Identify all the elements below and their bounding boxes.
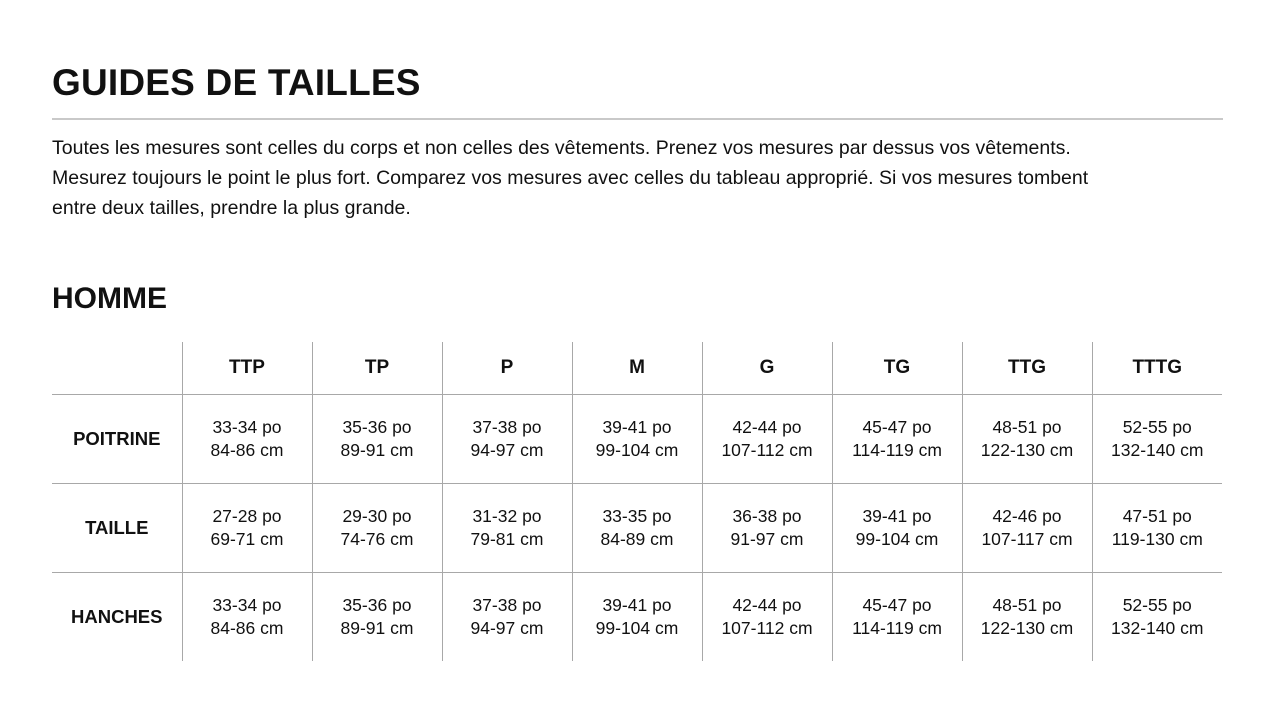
- inches-value: 48-51 po: [992, 417, 1062, 437]
- cm-value: 84-89 cm: [600, 529, 674, 549]
- inches-value: 27-28 po: [212, 506, 282, 526]
- measure-cell: [442, 395, 572, 484]
- cm-value: 74-76 cm: [340, 529, 414, 549]
- inches-value: 48-51 po: [992, 595, 1062, 615]
- cm-value: 79-81 cm: [470, 529, 544, 549]
- measure-cell: [312, 484, 442, 573]
- size-header-row: [52, 342, 1222, 395]
- measure-cell: [312, 573, 442, 662]
- inches-value: 47-51 po: [1122, 506, 1192, 526]
- size-header-ttp: TTP: [182, 342, 312, 395]
- size-header-p: P: [442, 342, 572, 395]
- table-row-hanches: [52, 573, 1222, 662]
- measure-cell: [572, 573, 702, 662]
- cm-value: 114-119 cm: [852, 440, 942, 460]
- cm-value: 107-117 cm: [981, 529, 1073, 549]
- table-row-poitrine: [52, 395, 1222, 484]
- inches-value: 39-41 po: [602, 417, 672, 437]
- row-label-poitrine: POITRINE: [52, 395, 182, 484]
- size-header-m: M: [572, 342, 702, 395]
- inches-value: 39-41 po: [602, 595, 672, 615]
- cm-value: 89-91 cm: [340, 618, 414, 638]
- cm-value: 122-130 cm: [980, 440, 1074, 460]
- intro-line: Mesurez toujours le point le plus fort. Comparez vos mesures avec celles du tableau approprié. Si vos mesures tombent: [52, 167, 1089, 189]
- inches-value: 37-38 po: [472, 417, 542, 437]
- measure-cell: [832, 395, 962, 484]
- inches-value: 29-30 po: [342, 506, 412, 526]
- cm-value: 94-97 cm: [470, 618, 544, 638]
- intro-line: entre deux tailles, prendre la plus grande.: [52, 197, 411, 219]
- measure-cell: [1092, 395, 1222, 484]
- cm-value: 99-104 cm: [595, 440, 679, 460]
- page-title: GUIDES DE TAILLES: [52, 62, 421, 103]
- measure-cell: [442, 484, 572, 573]
- size-chart-table: [52, 342, 1222, 661]
- measure-cell: [572, 395, 702, 484]
- measure-cell: [182, 484, 312, 573]
- cm-value: 94-97 cm: [470, 440, 544, 460]
- measure-cell: [702, 395, 832, 484]
- inches-value: 42-44 po: [732, 595, 802, 615]
- measure-cell: [182, 573, 312, 662]
- row-label-taille: TAILLE: [52, 484, 182, 573]
- measure-cell: [572, 484, 702, 573]
- inches-value: 45-47 po: [862, 595, 932, 615]
- cm-value: 107-112 cm: [721, 618, 813, 638]
- cm-value: 114-119 cm: [852, 618, 942, 638]
- cm-value: 89-91 cm: [340, 440, 414, 460]
- cm-value: 99-104 cm: [595, 618, 679, 638]
- inches-value: 45-47 po: [862, 417, 932, 437]
- cm-value: 91-97 cm: [730, 529, 804, 549]
- cm-value: 69-71 cm: [210, 529, 284, 549]
- cm-value: 132-140 cm: [1111, 440, 1204, 460]
- cm-value: 132-140 cm: [1111, 618, 1204, 638]
- measure-cell: [702, 573, 832, 662]
- measure-cell: [702, 484, 832, 573]
- inches-value: 35-36 po: [342, 595, 412, 615]
- size-header-ttg: TTG: [962, 342, 1092, 395]
- inches-value: 42-46 po: [992, 506, 1062, 526]
- inches-value: 33-35 po: [602, 506, 672, 526]
- size-header-tp: TP: [312, 342, 442, 395]
- measure-cell: [1092, 484, 1222, 573]
- size-header-tttg: TTTG: [1092, 342, 1222, 395]
- measure-cell: [962, 484, 1092, 573]
- cm-value: 122-130 cm: [980, 618, 1074, 638]
- measure-cell: [442, 573, 572, 662]
- measure-cell: [962, 395, 1092, 484]
- cm-value: 107-112 cm: [721, 440, 813, 460]
- inches-value: 52-55 po: [1122, 417, 1192, 437]
- section-title-homme: HOMME: [52, 282, 167, 315]
- cm-value: 84-86 cm: [210, 440, 284, 460]
- measure-cell: [832, 484, 962, 573]
- cm-value: 99-104 cm: [855, 529, 939, 549]
- inches-value: 35-36 po: [342, 417, 412, 437]
- measure-cell: [962, 573, 1092, 662]
- cm-value: 84-86 cm: [210, 618, 284, 638]
- intro-paragraph: [52, 133, 1232, 223]
- measure-cell: [832, 573, 962, 662]
- table-corner-cell: [52, 342, 182, 395]
- measure-cell: [1092, 573, 1222, 662]
- inches-value: 33-34 po: [212, 417, 282, 437]
- row-label-hanches: HANCHES: [71, 606, 163, 627]
- inches-value: 36-38 po: [732, 506, 802, 526]
- inches-value: 42-44 po: [732, 417, 802, 437]
- table-row-taille: [52, 484, 1222, 573]
- title-divider: [52, 118, 1223, 120]
- inches-value: 52-55 po: [1122, 595, 1192, 615]
- inches-value: 37-38 po: [472, 595, 542, 615]
- size-header-tg: TG: [832, 342, 962, 395]
- inches-value: 39-41 po: [862, 506, 932, 526]
- inches-value: 31-32 po: [472, 506, 542, 526]
- size-header-g: G: [702, 342, 832, 395]
- intro-line: Toutes les mesures sont celles du corps et non celles des vêtements. Prenez vos mesures par dessus vos vêtements.: [52, 137, 1071, 159]
- measure-cell: [182, 395, 312, 484]
- measure-cell: [312, 395, 442, 484]
- cm-value: 119-130 cm: [1111, 529, 1203, 549]
- inches-value: 33-34 po: [212, 595, 282, 615]
